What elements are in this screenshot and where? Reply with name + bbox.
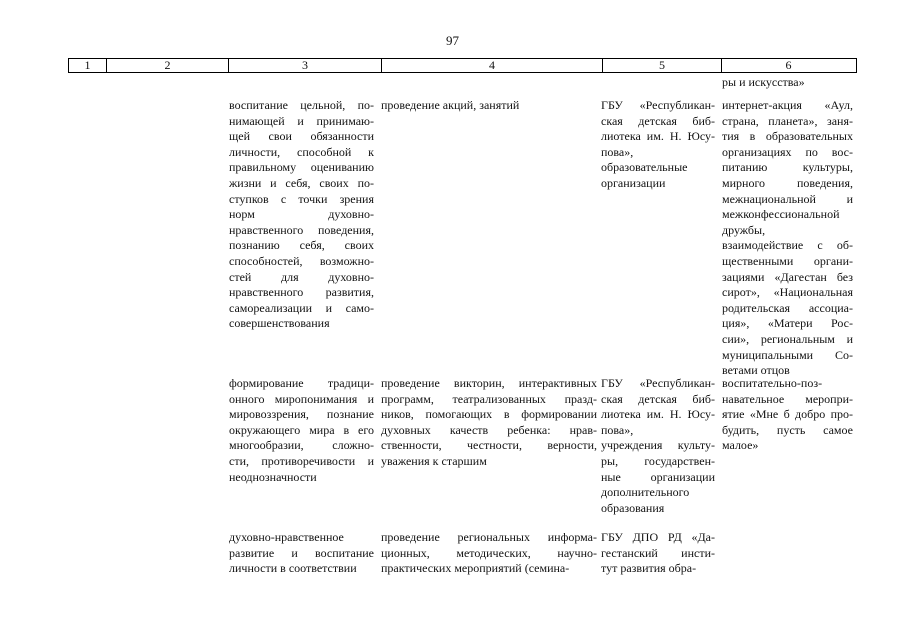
text-line: нравственного поведения, bbox=[229, 222, 374, 237]
text-line: онного миропонимания и bbox=[229, 391, 374, 406]
text-line: ГБУ «Республикан- bbox=[601, 98, 715, 112]
text-line: ятие «Мне б добро про- bbox=[722, 407, 853, 422]
text-line: познанию себя, своих bbox=[229, 238, 374, 253]
text-line: дружбы, bbox=[722, 222, 766, 237]
text-line: дополнительного bbox=[601, 485, 690, 500]
text-line: страна, планета», заня- bbox=[722, 113, 853, 128]
text-line: лиотека им. Н. Юсу- bbox=[601, 129, 715, 144]
text-line: воспитание цельной, по- bbox=[229, 98, 374, 112]
column-number-1: 1 bbox=[69, 59, 107, 72]
text-line: межнациональной и bbox=[722, 191, 853, 206]
text-line: проведение викторин, интерактивных bbox=[381, 376, 597, 390]
row1-goal bbox=[229, 98, 374, 332]
text-line: тия в образовательных bbox=[722, 129, 853, 144]
text-line: ры, государствен- bbox=[601, 453, 715, 468]
text-line: организации bbox=[601, 175, 666, 190]
text-line: мировоззрения, познание bbox=[229, 407, 374, 422]
text-line: проведение региональных информа- bbox=[381, 530, 597, 544]
text-line: ская детская биб- bbox=[601, 391, 715, 406]
text-line: ционных, методических, научно- bbox=[381, 545, 597, 560]
row2-activities bbox=[381, 376, 597, 470]
text-line: стей для духовно- bbox=[229, 269, 374, 284]
text-line: воспитательно-поз- bbox=[722, 376, 823, 390]
text-line: уважения к старшим bbox=[381, 453, 487, 468]
text-line: зациями «Дагестан без bbox=[722, 269, 853, 284]
text-line: пова», bbox=[601, 144, 634, 159]
text-line: щей свои обязанности bbox=[229, 129, 374, 144]
text-line: межконфессиональной bbox=[722, 207, 840, 222]
page-number: 97 bbox=[446, 33, 459, 48]
row3-activities bbox=[381, 530, 597, 577]
text-line: формирование традици- bbox=[229, 376, 374, 390]
row1-activities bbox=[381, 98, 597, 114]
text-line: пова», bbox=[601, 422, 634, 437]
text-line: навательное меропри- bbox=[722, 391, 853, 406]
text-line: тут развития обра- bbox=[601, 561, 697, 576]
column-number-3: 3 bbox=[229, 59, 382, 72]
column-number-5: 5 bbox=[603, 59, 722, 72]
text-line: сирот», «Национальная bbox=[722, 285, 853, 300]
row1-executors bbox=[601, 98, 715, 192]
text-line: программ, театрализованных празд- bbox=[381, 391, 597, 406]
text-line: ГБУ «Республикан- bbox=[601, 376, 715, 390]
text-line: питанию культуры, bbox=[722, 160, 853, 175]
text-line: ция», «Матери Рос- bbox=[722, 316, 853, 331]
text-line: будить, пусть самое bbox=[722, 422, 853, 437]
text-line: организациях по вос- bbox=[722, 144, 853, 159]
row3-goal bbox=[229, 530, 374, 577]
text-line: гестанский инсти- bbox=[601, 545, 715, 560]
text-line: духовных качеств ребенка: нрав- bbox=[381, 422, 597, 437]
text-line: ступков с точки зрения bbox=[229, 191, 374, 206]
text-line: ников, помогающих в формировании bbox=[381, 407, 597, 422]
text-line: образовательные bbox=[601, 160, 688, 175]
text-line: личности, способной к bbox=[229, 144, 374, 159]
text-line: ГБУ ДПО РД «Да- bbox=[601, 530, 715, 544]
text-line: самореализации и само- bbox=[229, 300, 374, 315]
text-line: многообразии, сложно- bbox=[229, 438, 374, 453]
text-line: ственности, честности, верности, bbox=[381, 438, 597, 453]
text-line: малое» bbox=[722, 438, 759, 453]
text-line: учреждения культу- bbox=[601, 438, 715, 453]
row1-events bbox=[722, 98, 853, 379]
text-line: проведение акций, занятий bbox=[381, 98, 520, 112]
row2-events bbox=[722, 376, 853, 454]
text-line: способностей, возможно- bbox=[229, 253, 374, 268]
text-line: сти, противоречивости и bbox=[229, 453, 374, 468]
text-line: образования bbox=[601, 500, 665, 515]
text-line: интернет-акция «Аул, bbox=[722, 98, 853, 112]
column-number-2: 2 bbox=[107, 59, 229, 72]
column-number-6: 6 bbox=[785, 58, 792, 72]
text-line: духовно-нравственное bbox=[229, 530, 344, 544]
text-line: муниципальными Со- bbox=[722, 347, 853, 362]
text-line: окружающего мира в его bbox=[229, 422, 374, 437]
text-line: ные организации bbox=[601, 469, 715, 484]
row2-goal bbox=[229, 376, 374, 485]
text-line: жизни и себя, своих по- bbox=[229, 175, 374, 190]
text-line: ветами отцов bbox=[722, 363, 790, 378]
text-line: практических мероприятий (семина- bbox=[381, 561, 570, 576]
text-line: развитие и воспитание bbox=[229, 545, 374, 560]
row3-executors bbox=[601, 530, 715, 577]
row2-executors bbox=[601, 376, 715, 516]
text-line: щественными органи- bbox=[722, 253, 853, 268]
text-line: совершенствования bbox=[229, 316, 330, 331]
col6-continuation: ры и искусства» bbox=[722, 75, 805, 89]
text-line: родительская ассоциа- bbox=[722, 300, 853, 315]
text-line: сии», региональным и bbox=[722, 331, 853, 346]
text-line: ская детская биб- bbox=[601, 113, 715, 128]
text-line: нимающей и принимаю- bbox=[229, 113, 374, 128]
text-line: мирного поведения, bbox=[722, 175, 853, 190]
text-line: личности в соответствии bbox=[229, 561, 357, 576]
text-line: нравственного развития, bbox=[229, 285, 374, 300]
table-column-header bbox=[68, 58, 857, 73]
text-line: норм духовно- bbox=[229, 207, 374, 222]
text-line: правильному оцениванию bbox=[229, 160, 374, 175]
text-line: лиотека им. Н. Юсу- bbox=[601, 407, 715, 422]
text-line: неоднозначности bbox=[229, 469, 317, 484]
column-number-4: 4 bbox=[382, 59, 603, 72]
text-line: взаимодействие с об- bbox=[722, 238, 853, 253]
